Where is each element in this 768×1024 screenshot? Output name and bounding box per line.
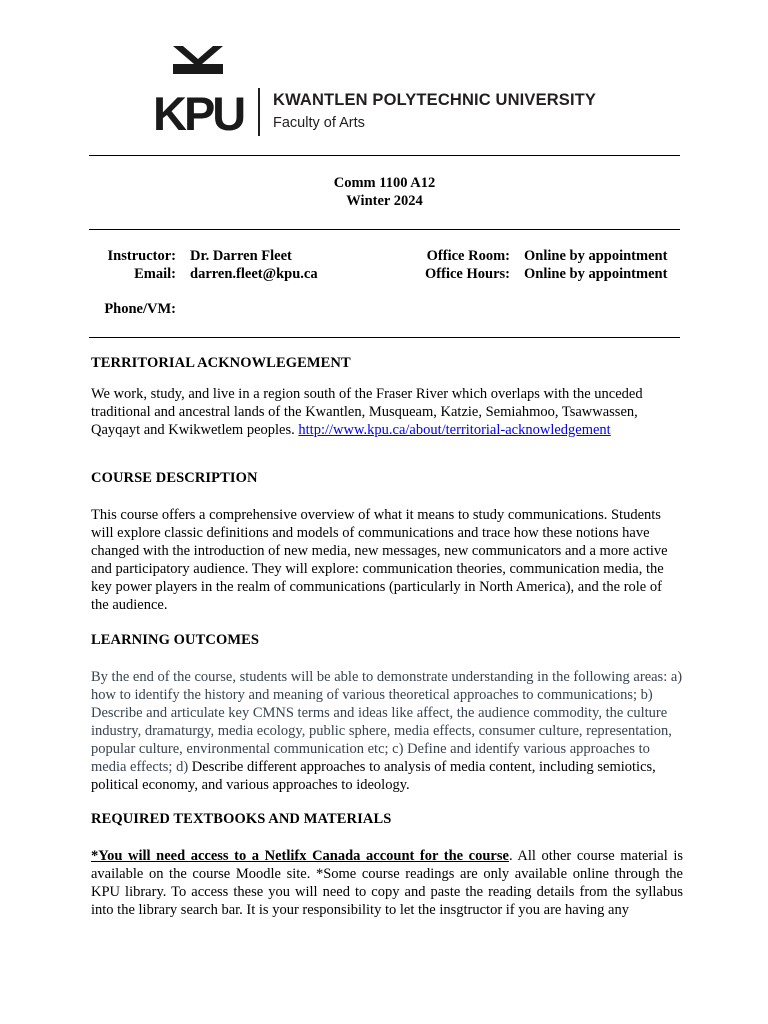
territorial-heading: TERRITORIAL ACKNOWLEGEMENT <box>91 355 351 371</box>
kpu-logo-icon <box>152 44 244 132</box>
description-heading: COURSE DESCRIPTION <box>91 470 258 486</box>
divider-bottom <box>89 337 680 338</box>
outcomes-text-part2: Describe different approaches to analysis of media content, including semiotics, political economy, and various approaches to ideology. <box>91 759 656 793</box>
territorial-text: We work, study, and live in a region south of the Fraser River which overlaps with the unceded traditional and ancestral lands of the Kwantlen, Musqueam, Katzie, Semiahmoo, Tsawwassen, Qayqayt and Kwikwetlem peoples. <box>91 386 643 438</box>
course-code: Comm 1100 A12 <box>333 175 436 191</box>
outcomes-text-part1: By the end of the course, students will be able to demonstrate understanding in the following areas: a) how to identify the history and meaning of various theoretical approaches to communications; b) Describe and articulate key CMNS terms and ideas like affect, the audience commodity, the culture industry, dramaturgy, media ecology, public sphere, media effects, consumer culture, representation, popular culture, environmental communication etc; c) Define and identify various approaches to media effects; d) <box>91 669 683 775</box>
course-title-block <box>89 174 680 210</box>
university-name: KWANTLEN POLYTECHNIC UNIVERSITY <box>273 91 597 109</box>
email-value[interactable]: darren.fleet@kpu.ca <box>190 266 318 282</box>
textbooks-emphasis: *You will need access to a Netlifx Canada account for the course <box>91 848 509 864</box>
phone-label: Phone/VM: <box>104 301 176 317</box>
office-hours-label: Office Hours: <box>425 266 510 282</box>
faculty-name: Faculty of Arts <box>273 115 365 131</box>
territorial-link[interactable]: http://www.kpu.ca/about/territorial-acknowledgement <box>298 422 611 438</box>
logo-text: KPU <box>153 87 244 132</box>
territorial-paragraph <box>91 385 683 439</box>
office-room-value: Online by appointment <box>524 248 668 264</box>
description-paragraph: This course offers a comprehensive overview of what it means to study communications. Students will explore classic definitions and models of communications and trace how these notions have changed with the introduction of new media, new messages, new communicators and a more active and participatory audience. They will explore: communication theories, communication media, the key power players in the realm of communications (particularly in North America), and the role of the audience. <box>91 507 668 613</box>
course-term: Winter 2024 <box>346 193 423 209</box>
outcomes-heading: LEARNING OUTCOMES <box>91 632 260 648</box>
office-room-label: Office Room: <box>426 248 510 264</box>
divider-mid <box>89 229 680 230</box>
instructor-value: Dr. Darren Fleet <box>190 248 292 264</box>
office-hours-value: Online by appointment <box>524 266 668 282</box>
logo-divider <box>258 88 260 136</box>
instructor-label: Instructor: <box>107 248 176 264</box>
email-label: Email: <box>134 266 176 282</box>
textbooks-text: . All other course material is available on the course Moodle site. *Some course readings are only available online through the KPU library. To access these you will need to copy and paste the reading details from the syllabus into the library search bar. It is your responsibility to let the insgtructor if you are having any <box>91 848 683 918</box>
textbooks-paragraph <box>91 847 683 919</box>
textbooks-heading: REQUIRED TEXTBOOKS AND MATERIALS <box>91 811 392 827</box>
divider-top <box>89 155 680 156</box>
outcomes-paragraph <box>91 668 683 794</box>
